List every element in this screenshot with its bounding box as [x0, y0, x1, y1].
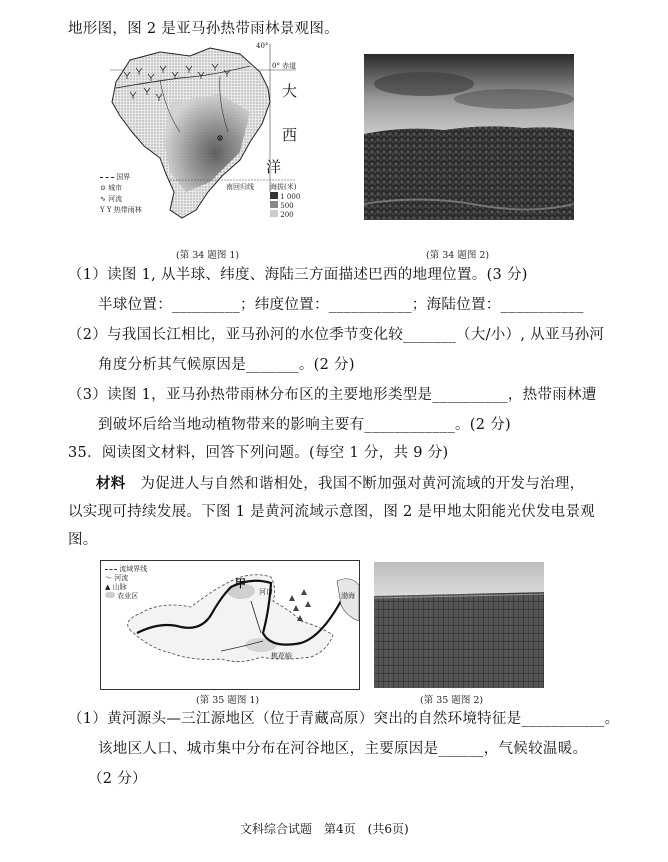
river-line-icon: ～: [105, 574, 112, 582]
q35-1b: 该地区人口、城市集中分布在河谷地区，主要原因是______，气候较温暖。: [98, 741, 588, 757]
legend-mountain: 山脉: [112, 583, 127, 591]
q34-3a: （3）读图 1，亚马孙热带雨林分布区的主要地形类型是__________，热带雨林遭: [68, 387, 597, 403]
river-icon: ∿: [100, 195, 106, 203]
material-line-3: 图。: [68, 532, 98, 548]
q34-1-blanks: 半球位置：_________；纬度位置：___________；海陆位置：___________: [98, 297, 584, 313]
lon-label: 40°: [256, 42, 269, 50]
material-text-1: 为促进人与自然和谐相处，我国不断加强对黄河流域的开发与治理，: [140, 476, 585, 492]
elevation-title: 海拔(米): [270, 183, 297, 191]
solar-photo: [374, 562, 544, 688]
legend-city: 城市: [108, 184, 123, 192]
fig34-photo: [364, 54, 574, 220]
legend-rainforest: 热带雨林: [113, 206, 142, 214]
legend-river: 河流: [108, 195, 123, 203]
city-icon: ⊙: [100, 184, 106, 192]
fig35-legend: [105, 564, 147, 600]
fig34-caption-2: (第 34 题图 2): [426, 250, 490, 261]
legend-basin: 流域界线: [119, 565, 148, 573]
q34-3b: 到破坏后给当地动植物带来的影响主要有____________。(2 分): [98, 417, 511, 433]
fig34-legend: [100, 172, 170, 216]
rainforest-photo: [364, 54, 574, 220]
q35-title: 35．阅读图文材料，回答下列问题。(每空 1 分，共 9 分): [68, 445, 449, 461]
fig35-caption-1: (第 35 题图 1): [196, 695, 260, 706]
material-label: 材料: [96, 475, 126, 492]
ocean-label-2: 西: [282, 126, 298, 144]
fig35-photo: [374, 562, 544, 688]
legend-river2: 河流: [114, 574, 129, 582]
ocean-label-1: 大: [282, 82, 298, 100]
q34-2b: 角度分析其气候原因是_______。(2 分): [98, 357, 355, 373]
legend-agri: 农业区: [117, 592, 139, 600]
place-bohai: 渤海: [341, 592, 355, 600]
material-line-1: [96, 475, 584, 493]
place-hekou: 河口: [259, 588, 273, 596]
fig35-caption-2: (第 35 题图 2): [420, 695, 484, 706]
tropic-label: 南回归线: [226, 183, 254, 191]
elevation-legend: [270, 182, 310, 219]
place-huayuankou: 桃花峪: [271, 652, 292, 660]
q34-1: （1）读图 1, 从半球、纬度、海陆三方面描述巴西的地理位置。(3 分): [68, 267, 528, 283]
elev-500: 500: [280, 202, 294, 210]
q35-1a: （1）黄河源头—三江源地区（位于青藏高原）突出的自然环境特征是___________。: [68, 711, 620, 727]
elev-200: 200: [280, 211, 294, 219]
rainforest-icon: Y Y: [100, 206, 112, 214]
q34-2a: （2）与我国长江相比，亚马孙河的水位季节变化较_______（大/小）, 从亚马孙河: [68, 327, 605, 343]
mountain-icon: ▲: [105, 583, 111, 591]
intro-line: 地形图，图 2 是亚马孙热带雨林景观图。: [68, 21, 339, 37]
fig35-map: [100, 560, 360, 690]
fig34-caption-1: (第 34 题图 1): [176, 250, 240, 261]
page-footer: 文科综合试题 第4页 (共6页): [240, 822, 409, 836]
legend-border: 国界: [116, 173, 131, 181]
ocean-label-3: 洋: [266, 158, 282, 176]
place-jia: 甲: [235, 577, 246, 590]
fig34-map: [100, 42, 300, 232]
elev-1000: 1 000: [280, 193, 301, 201]
q35-1c: （2 分）: [88, 771, 147, 787]
material-line-2: 以实现可持续发展。下图 1 是黄河流域示意图，图 2 是甲地太阳能光伏发电景观: [68, 504, 596, 520]
equator-label: 0° 赤道: [272, 62, 297, 70]
